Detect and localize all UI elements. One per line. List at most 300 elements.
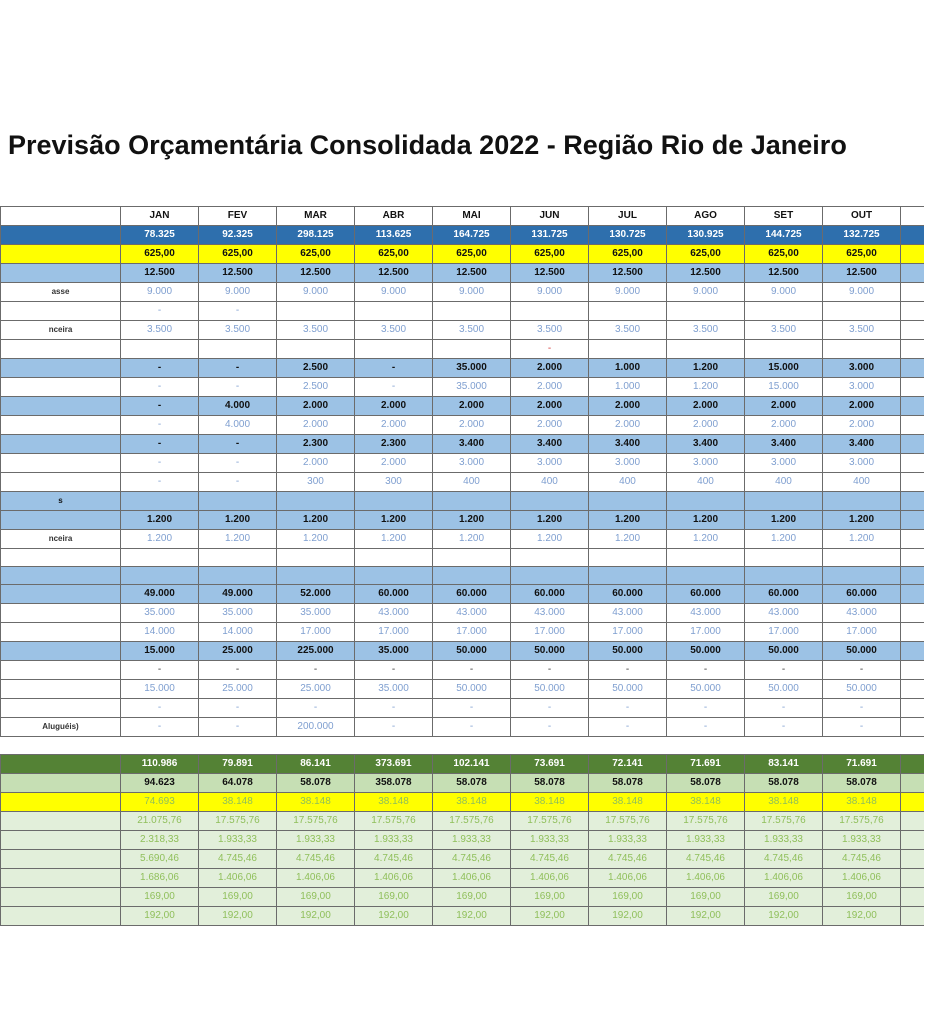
table-cell: 17.000 bbox=[745, 623, 823, 642]
table-cell: 52.000 bbox=[277, 585, 355, 604]
table-row bbox=[1, 812, 924, 831]
table-cell: 58.078 bbox=[277, 774, 355, 793]
table-edge-cell bbox=[901, 585, 924, 604]
table-cell: - bbox=[121, 718, 199, 737]
table-cell: 5.690,46 bbox=[121, 850, 199, 869]
table-cell: 625,00 bbox=[199, 245, 277, 264]
table-cell: 102.141 bbox=[433, 755, 511, 774]
month-header: ABR bbox=[355, 207, 433, 226]
table-edge-cell bbox=[901, 245, 924, 264]
row-label bbox=[1, 397, 121, 416]
table-cell: 1.933,33 bbox=[745, 831, 823, 850]
table-cell: 50.000 bbox=[433, 642, 511, 661]
table-edge-cell bbox=[901, 737, 924, 755]
table-cell: 3.400 bbox=[745, 435, 823, 454]
table-row bbox=[1, 680, 924, 699]
table-row bbox=[1, 642, 924, 661]
table-cell: 192,00 bbox=[589, 907, 667, 926]
table-cell: 2.000 bbox=[823, 397, 901, 416]
table-cell bbox=[667, 492, 745, 511]
table-row bbox=[1, 869, 924, 888]
row-label bbox=[1, 831, 121, 850]
table-cell: 169,00 bbox=[433, 888, 511, 907]
table-cell: - bbox=[199, 435, 277, 454]
table-cell: 2.000 bbox=[355, 454, 433, 473]
table-row bbox=[1, 397, 924, 416]
table-cell: - bbox=[121, 378, 199, 397]
table-cell: - bbox=[355, 661, 433, 680]
table-cell: 110.986 bbox=[121, 755, 199, 774]
table-edge-cell bbox=[901, 774, 924, 793]
table-row bbox=[1, 378, 924, 397]
table-cell: 169,00 bbox=[121, 888, 199, 907]
table-cell: 4.000 bbox=[199, 397, 277, 416]
table-edge-cell bbox=[901, 661, 924, 680]
table-cell: 43.000 bbox=[355, 604, 433, 623]
table-cell: 4.745,46 bbox=[589, 850, 667, 869]
table-cell: 1.200 bbox=[745, 511, 823, 530]
budget-table bbox=[0, 206, 924, 926]
table-cell: 58.078 bbox=[823, 774, 901, 793]
table-edge-cell bbox=[901, 755, 924, 774]
table-cell: 1.200 bbox=[277, 530, 355, 549]
table-cell: 1.406,06 bbox=[199, 869, 277, 888]
table-row bbox=[1, 850, 924, 869]
table-edge-cell bbox=[901, 397, 924, 416]
table-cell bbox=[667, 549, 745, 567]
table-cell bbox=[823, 567, 901, 585]
table-cell: 21.075,76 bbox=[121, 812, 199, 831]
table-row bbox=[1, 226, 924, 245]
table-cell: 43.000 bbox=[511, 604, 589, 623]
table-cell: 625,00 bbox=[277, 245, 355, 264]
table-cell: 1.406,06 bbox=[511, 869, 589, 888]
row-label bbox=[1, 642, 121, 661]
table-edge-cell bbox=[901, 699, 924, 718]
table-row bbox=[1, 604, 924, 623]
table-cell: 43.000 bbox=[433, 604, 511, 623]
table-cell bbox=[745, 340, 823, 359]
table-cell: 9.000 bbox=[511, 283, 589, 302]
table-cell bbox=[433, 340, 511, 359]
table-cell: 2.000 bbox=[667, 416, 745, 435]
table-cell: 1.200 bbox=[589, 530, 667, 549]
table-cell: 192,00 bbox=[745, 907, 823, 926]
table-cell: 50.000 bbox=[511, 642, 589, 661]
page-title: Previsão Orçamentária Consolidada 2022 - Região Rio de Janeiro bbox=[8, 130, 847, 160]
table-cell: 1.406,06 bbox=[277, 869, 355, 888]
table-cell: 192,00 bbox=[355, 907, 433, 926]
row-label bbox=[1, 737, 121, 755]
table-cell bbox=[511, 492, 589, 511]
table-cell bbox=[433, 302, 511, 321]
table-cell: 2.300 bbox=[355, 435, 433, 454]
table-cell: - bbox=[433, 699, 511, 718]
table-cell: 50.000 bbox=[589, 680, 667, 699]
table-edge-cell bbox=[901, 604, 924, 623]
table-cell: 2.000 bbox=[277, 397, 355, 416]
table-cell: - bbox=[589, 661, 667, 680]
table-cell: 625,00 bbox=[667, 245, 745, 264]
row-label bbox=[1, 264, 121, 283]
table-cell bbox=[277, 549, 355, 567]
table-edge-cell bbox=[901, 340, 924, 359]
table-cell: 4.745,46 bbox=[199, 850, 277, 869]
table-cell: 2.000 bbox=[511, 397, 589, 416]
table-cell bbox=[277, 340, 355, 359]
table-cell: 3.500 bbox=[277, 321, 355, 340]
table-cell: 2.000 bbox=[745, 416, 823, 435]
table-cell: 9.000 bbox=[121, 283, 199, 302]
table-cell: 25.000 bbox=[277, 680, 355, 699]
table-cell: 1.406,06 bbox=[823, 869, 901, 888]
table-cell: 12.500 bbox=[355, 264, 433, 283]
table-cell: 17.575,76 bbox=[667, 812, 745, 831]
table-cell: 3.000 bbox=[433, 454, 511, 473]
table-cell: - bbox=[823, 699, 901, 718]
table-row bbox=[1, 340, 924, 359]
row-label: asse bbox=[1, 283, 121, 302]
table-edge-cell bbox=[901, 283, 924, 302]
table-cell: - bbox=[667, 699, 745, 718]
table-cell: 50.000 bbox=[823, 642, 901, 661]
table-cell: 400 bbox=[823, 473, 901, 492]
table-cell: 3.000 bbox=[823, 454, 901, 473]
table-cell: 400 bbox=[433, 473, 511, 492]
table-cell: 9.000 bbox=[433, 283, 511, 302]
table-edge-cell bbox=[901, 680, 924, 699]
table-cell: 1.200 bbox=[745, 530, 823, 549]
table-cell: 12.500 bbox=[433, 264, 511, 283]
table-cell: 50.000 bbox=[823, 680, 901, 699]
table-cell: 17.575,76 bbox=[199, 812, 277, 831]
table-edge-cell bbox=[901, 718, 924, 737]
table-cell: - bbox=[589, 718, 667, 737]
table-row bbox=[1, 699, 924, 718]
table-cell: 3.500 bbox=[511, 321, 589, 340]
table-cell: 1.406,06 bbox=[745, 869, 823, 888]
table-row bbox=[1, 661, 924, 680]
table-cell: 2.318,33 bbox=[121, 831, 199, 850]
month-header: JUL bbox=[589, 207, 667, 226]
table-cell: 1.200 bbox=[823, 530, 901, 549]
table-row bbox=[1, 774, 924, 793]
table-cell: 1.200 bbox=[433, 530, 511, 549]
table-row bbox=[1, 283, 924, 302]
table-edge-cell bbox=[901, 264, 924, 283]
table-cell bbox=[355, 492, 433, 511]
table-cell: 169,00 bbox=[511, 888, 589, 907]
table-cell: - bbox=[199, 699, 277, 718]
table-cell: 1.200 bbox=[355, 530, 433, 549]
table-cell: 200.000 bbox=[277, 718, 355, 737]
table-cell: 60.000 bbox=[433, 585, 511, 604]
table-cell: 17.575,76 bbox=[511, 812, 589, 831]
table-cell bbox=[433, 492, 511, 511]
table-cell: 14.000 bbox=[199, 623, 277, 642]
table-cell: 71.691 bbox=[667, 755, 745, 774]
table-cell: 4.745,46 bbox=[277, 850, 355, 869]
row-label bbox=[1, 774, 121, 793]
row-label bbox=[1, 473, 121, 492]
table-cell: 17.000 bbox=[277, 623, 355, 642]
table-cell: 17.000 bbox=[511, 623, 589, 642]
month-header: MAR bbox=[277, 207, 355, 226]
table-cell: 92.325 bbox=[199, 226, 277, 245]
table-cell: - bbox=[121, 397, 199, 416]
table-cell: 300 bbox=[277, 473, 355, 492]
table-cell: 4.745,46 bbox=[355, 850, 433, 869]
row-label bbox=[1, 359, 121, 378]
table-cell: 4.745,46 bbox=[433, 850, 511, 869]
row-label bbox=[1, 585, 121, 604]
table-cell: 625,00 bbox=[511, 245, 589, 264]
table-cell: 2.000 bbox=[277, 454, 355, 473]
table-cell: 9.000 bbox=[667, 283, 745, 302]
row-label bbox=[1, 302, 121, 321]
table-cell: 17.000 bbox=[355, 623, 433, 642]
table-cell: 2.000 bbox=[745, 397, 823, 416]
table-row bbox=[1, 454, 924, 473]
table-edge-cell bbox=[901, 378, 924, 397]
table-cell bbox=[355, 549, 433, 567]
table-cell: 17.575,76 bbox=[823, 812, 901, 831]
table-cell: 4.000 bbox=[199, 416, 277, 435]
table-cell bbox=[589, 302, 667, 321]
row-label bbox=[1, 699, 121, 718]
table-cell: 60.000 bbox=[355, 585, 433, 604]
row-label bbox=[1, 245, 121, 264]
table-cell: 1.000 bbox=[589, 359, 667, 378]
table-cell: 2.000 bbox=[823, 416, 901, 435]
table-cell: 2.000 bbox=[277, 416, 355, 435]
table-cell bbox=[823, 549, 901, 567]
table-cell: 625,00 bbox=[745, 245, 823, 264]
table-cell: - bbox=[277, 699, 355, 718]
table-cell: 15.000 bbox=[745, 378, 823, 397]
table-cell: 50.000 bbox=[745, 680, 823, 699]
table-cell: 9.000 bbox=[277, 283, 355, 302]
table-cell: 72.141 bbox=[589, 755, 667, 774]
table-cell bbox=[667, 302, 745, 321]
table-cell: 3.500 bbox=[745, 321, 823, 340]
table-cell: 79.891 bbox=[199, 755, 277, 774]
table-cell: 35.000 bbox=[199, 604, 277, 623]
table-cell: 38.148 bbox=[745, 793, 823, 812]
table-cell: 9.000 bbox=[589, 283, 667, 302]
table-cell: 192,00 bbox=[823, 907, 901, 926]
table-edge-cell bbox=[901, 888, 924, 907]
table-cell: - bbox=[199, 378, 277, 397]
table-cell: 4.745,46 bbox=[745, 850, 823, 869]
table-row bbox=[1, 888, 924, 907]
table-cell: 169,00 bbox=[823, 888, 901, 907]
table-cell: 43.000 bbox=[823, 604, 901, 623]
table-cell: - bbox=[511, 718, 589, 737]
table-cell: 35.000 bbox=[277, 604, 355, 623]
row-label: Aluguéis) bbox=[1, 718, 121, 737]
table-cell bbox=[433, 549, 511, 567]
table-cell: 192,00 bbox=[277, 907, 355, 926]
table-cell: 3.500 bbox=[355, 321, 433, 340]
table-cell bbox=[667, 737, 745, 755]
table-cell: 4.745,46 bbox=[823, 850, 901, 869]
table-row bbox=[1, 623, 924, 642]
table-cell: 14.000 bbox=[121, 623, 199, 642]
table-cell: 2.000 bbox=[511, 359, 589, 378]
table-cell bbox=[433, 567, 511, 585]
table-cell: - bbox=[511, 661, 589, 680]
table-cell: 4.745,46 bbox=[667, 850, 745, 869]
table-cell: - bbox=[199, 718, 277, 737]
table-cell: 3.000 bbox=[745, 454, 823, 473]
table-cell: 625,00 bbox=[589, 245, 667, 264]
table-cell: 2.300 bbox=[277, 435, 355, 454]
table-cell: 12.500 bbox=[745, 264, 823, 283]
table-row bbox=[1, 264, 924, 283]
table-cell: 3.400 bbox=[511, 435, 589, 454]
table-cell: 60.000 bbox=[745, 585, 823, 604]
table-edge-cell bbox=[901, 623, 924, 642]
table-cell: - bbox=[121, 435, 199, 454]
table-cell: 625,00 bbox=[355, 245, 433, 264]
table-cell: 58.078 bbox=[667, 774, 745, 793]
table-cell: 358.078 bbox=[355, 774, 433, 793]
table-cell: - bbox=[121, 359, 199, 378]
row-label bbox=[1, 869, 121, 888]
table-cell: 2.000 bbox=[355, 397, 433, 416]
table-cell bbox=[823, 302, 901, 321]
row-label-header bbox=[1, 207, 121, 226]
table-cell bbox=[745, 302, 823, 321]
table-cell: 3.400 bbox=[589, 435, 667, 454]
table-row bbox=[1, 473, 924, 492]
table-cell: 17.000 bbox=[589, 623, 667, 642]
table-cell: 38.148 bbox=[589, 793, 667, 812]
table-cell: 9.000 bbox=[199, 283, 277, 302]
table-cell: 17.575,76 bbox=[277, 812, 355, 831]
table-cell: 3.500 bbox=[667, 321, 745, 340]
table-cell: 1.200 bbox=[121, 511, 199, 530]
table-cell: - bbox=[199, 359, 277, 378]
table-row bbox=[1, 492, 924, 511]
table-cell: 12.500 bbox=[199, 264, 277, 283]
table-cell: 74.693 bbox=[121, 793, 199, 812]
table-cell: 35.000 bbox=[433, 378, 511, 397]
table-row bbox=[1, 245, 924, 264]
row-label bbox=[1, 755, 121, 774]
table-cell: - bbox=[355, 378, 433, 397]
table-cell: 50.000 bbox=[511, 680, 589, 699]
table-cell: 2.000 bbox=[355, 416, 433, 435]
table-cell: - bbox=[355, 718, 433, 737]
table-cell: 2.000 bbox=[511, 416, 589, 435]
table-edge-cell bbox=[901, 907, 924, 926]
table-cell: 78.325 bbox=[121, 226, 199, 245]
table-cell: 35.000 bbox=[355, 680, 433, 699]
row-label bbox=[1, 661, 121, 680]
table-cell: 60.000 bbox=[667, 585, 745, 604]
table-cell: 2.000 bbox=[667, 397, 745, 416]
row-label bbox=[1, 454, 121, 473]
table-cell: 3.500 bbox=[433, 321, 511, 340]
table-cell: - bbox=[823, 661, 901, 680]
table-cell: 131.725 bbox=[511, 226, 589, 245]
table-cell: - bbox=[121, 473, 199, 492]
table-cell: 3.000 bbox=[667, 454, 745, 473]
table-cell: 192,00 bbox=[121, 907, 199, 926]
table-edge-cell bbox=[901, 435, 924, 454]
table-cell: 58.078 bbox=[433, 774, 511, 793]
table-edge-cell bbox=[901, 850, 924, 869]
row-label bbox=[1, 888, 121, 907]
table-cell: 300 bbox=[355, 473, 433, 492]
table-cell: 94.623 bbox=[121, 774, 199, 793]
table-cell: 12.500 bbox=[121, 264, 199, 283]
table-cell: 43.000 bbox=[667, 604, 745, 623]
table-row bbox=[1, 321, 924, 340]
table-cell bbox=[433, 737, 511, 755]
table-cell bbox=[667, 567, 745, 585]
table-cell: 38.148 bbox=[277, 793, 355, 812]
table-cell: 12.500 bbox=[511, 264, 589, 283]
table-cell: 3.500 bbox=[121, 321, 199, 340]
table-cell: 38.148 bbox=[823, 793, 901, 812]
table-cell: 3.000 bbox=[589, 454, 667, 473]
month-header: FEV bbox=[199, 207, 277, 226]
table-edge-cell bbox=[901, 321, 924, 340]
table-cell: 49.000 bbox=[199, 585, 277, 604]
table-row bbox=[1, 302, 924, 321]
table-row bbox=[1, 907, 924, 926]
row-label bbox=[1, 511, 121, 530]
table-cell: - bbox=[433, 661, 511, 680]
table-edge-cell bbox=[901, 302, 924, 321]
table-cell: 1.200 bbox=[277, 511, 355, 530]
table-cell: 1.200 bbox=[589, 511, 667, 530]
table-row bbox=[1, 416, 924, 435]
table-cell: 58.078 bbox=[511, 774, 589, 793]
table-cell bbox=[511, 549, 589, 567]
table-cell: - bbox=[355, 359, 433, 378]
table-cell: - bbox=[121, 699, 199, 718]
table-cell: 1.200 bbox=[667, 511, 745, 530]
table-cell: 12.500 bbox=[277, 264, 355, 283]
table-cell: 1.200 bbox=[823, 511, 901, 530]
table-cell: 2.500 bbox=[277, 359, 355, 378]
table-cell: - bbox=[121, 302, 199, 321]
table-cell: 9.000 bbox=[355, 283, 433, 302]
table-row bbox=[1, 718, 924, 737]
table-cell bbox=[199, 737, 277, 755]
table-cell: - bbox=[199, 302, 277, 321]
table-cell bbox=[589, 567, 667, 585]
table-cell: 1.933,33 bbox=[511, 831, 589, 850]
table-cell bbox=[355, 737, 433, 755]
table-cell: 50.000 bbox=[745, 642, 823, 661]
table-cell: - bbox=[121, 661, 199, 680]
table-cell: 17.575,76 bbox=[355, 812, 433, 831]
table-cell: 169,00 bbox=[589, 888, 667, 907]
table-cell: 1.406,06 bbox=[667, 869, 745, 888]
table-cell: 1.000 bbox=[589, 378, 667, 397]
table-edge-cell bbox=[901, 869, 924, 888]
table-cell bbox=[511, 567, 589, 585]
table-cell: 1.686,06 bbox=[121, 869, 199, 888]
table-cell: 38.148 bbox=[511, 793, 589, 812]
table-cell: 3.400 bbox=[433, 435, 511, 454]
table-cell bbox=[745, 492, 823, 511]
